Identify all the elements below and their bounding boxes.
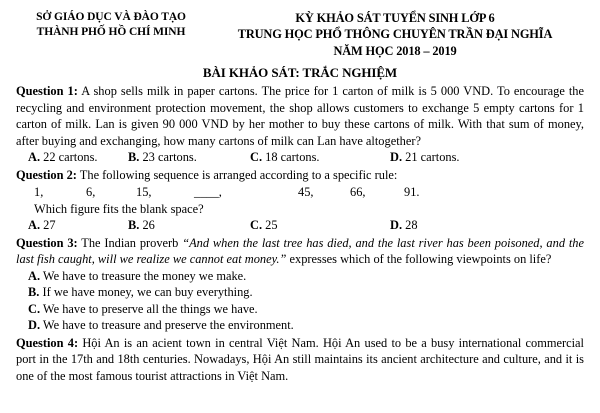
header-left-block [16, 10, 206, 40]
answer-key-b: B. [128, 218, 140, 233]
exam-section-title: BÀI KHẢO SÁT: TRẮC NGHIỆM [202, 65, 398, 81]
sequence-term-5: 45, [298, 185, 314, 200]
sequence-term-6: 66, [350, 185, 366, 200]
question-1-label: Question 1: [16, 84, 78, 99]
option-text-d: We have to treasure and preserve the environment. [42, 318, 294, 333]
answer-text-c: 25 [265, 218, 278, 233]
answer-key-a: A. [28, 218, 41, 233]
question-2-text: The following sequence is arranged according to a specific rule: [76, 167, 398, 182]
sequence-term-2: 6, [86, 185, 96, 200]
option-text-b: If we have money, we can buy everything. [42, 285, 253, 300]
question-3-text-part1: The Indian proverb [77, 235, 183, 250]
sequence-term-7: 91. [404, 185, 420, 200]
answer-text-a: 22 cartons. [43, 150, 98, 165]
question-3-option-b[interactable] [16, 284, 584, 301]
header-right-block [206, 10, 584, 59]
question-1-answer-a[interactable] [16, 149, 128, 166]
question-3-option-d[interactable] [16, 317, 584, 334]
answer-text-d: 21 cartons. [405, 150, 460, 165]
question-3-block [16, 235, 584, 334]
question-2-prompt: Which figure fits the blank space? [34, 201, 204, 216]
document-header [16, 10, 584, 59]
option-key-d: D. [28, 318, 41, 333]
question-3-option-c[interactable] [16, 301, 584, 318]
sequence-term-3: 15, [136, 185, 152, 200]
exam-year-line: NĂM HỌC 2018 – 2019 [333, 43, 457, 58]
exam-name-line-2: TRUNG HỌC PHỔ THÔNG CHUYÊN TRẦN ĐẠI NGHĨA [237, 27, 553, 42]
option-key-b: B. [28, 285, 40, 300]
exam-name-line-1: KỲ KHẢO SÁT TUYỂN SINH LỚP 6 [295, 11, 495, 25]
question-3-label: Question 3: [16, 235, 78, 250]
question-2-answer-c[interactable] [250, 217, 390, 234]
answer-key-d: D. [390, 218, 403, 233]
question-2-block [16, 167, 584, 234]
question-1-block [16, 83, 584, 166]
document-content [16, 83, 584, 384]
question-2-answer-a[interactable] [16, 217, 128, 234]
question-4-label: Question 4: [16, 335, 79, 350]
sequence-term-1: 1, [34, 185, 44, 200]
department-line-2: THÀNH PHỐ HỒ CHÍ MINH [36, 26, 186, 39]
option-key-a: A. [28, 268, 41, 283]
answer-key-a: A. [28, 150, 41, 165]
question-1-answer-c[interactable] [250, 149, 390, 166]
answer-text-c: 18 cartons. [265, 150, 320, 165]
question-4-block [16, 335, 584, 385]
answer-text-b: 23 cartons. [142, 150, 197, 165]
answer-key-c: C. [250, 218, 263, 233]
answer-key-d: D. [390, 150, 403, 165]
question-2-answers [16, 217, 584, 234]
option-key-c: C. [28, 301, 41, 316]
question-1-answer-b[interactable] [128, 149, 250, 166]
question-3-text-part2: expresses which of the following viewpoints on life? [286, 252, 552, 267]
option-text-a: We have to treasure the money we make. [42, 268, 247, 283]
question-3-quote: “And when the last tree has died, and the last river has been poisoned, and the last fish caught, will we realize we cannot eat money.” [16, 235, 584, 267]
question-2-label: Question 2: [16, 167, 77, 182]
department-line-1: SỞ GIÁO DỤC VÀ ĐÀO TẠO [36, 11, 186, 23]
answer-text-d: 28 [405, 218, 418, 233]
question-1-text: A shop sells milk in paper cartons. The price for 1 carton of milk is 5 000 VND. To encourage the recycling and environment protection movement, the shop allows customers to exchange 5 empty cartons for 1 carton of milk. Lan is given 90 000 VND by her mother to buy these cartons of milk. With that sum of money, after buying and exchanging, how many cartons of milk can Lan have altogether? [16, 84, 584, 148]
option-text-c: We have to preserve all the things we have. [42, 301, 258, 316]
answer-text-b: 26 [142, 218, 155, 233]
question-4-text: Hội An is an acient town in central Việt Nam. Hội An used to be a busy international commercial port in the 17th and 18th centuries. Nowadays, Hội An still maintains its ancient architecture and culture, and it is one of the most famous tourist attractions in Việt Nam. [16, 335, 584, 383]
answer-text-a: 27 [43, 218, 56, 233]
question-2-answer-b[interactable] [128, 217, 250, 234]
answer-key-b: B. [128, 150, 140, 165]
question-2-answer-d[interactable] [390, 217, 510, 234]
question-1-answer-d[interactable] [390, 149, 510, 166]
question-2-sequence [16, 184, 584, 201]
answer-key-c: C. [250, 150, 263, 165]
question-1-answers [16, 149, 584, 166]
question-3-option-a[interactable] [16, 268, 584, 285]
sequence-blank: ____, [194, 185, 222, 200]
